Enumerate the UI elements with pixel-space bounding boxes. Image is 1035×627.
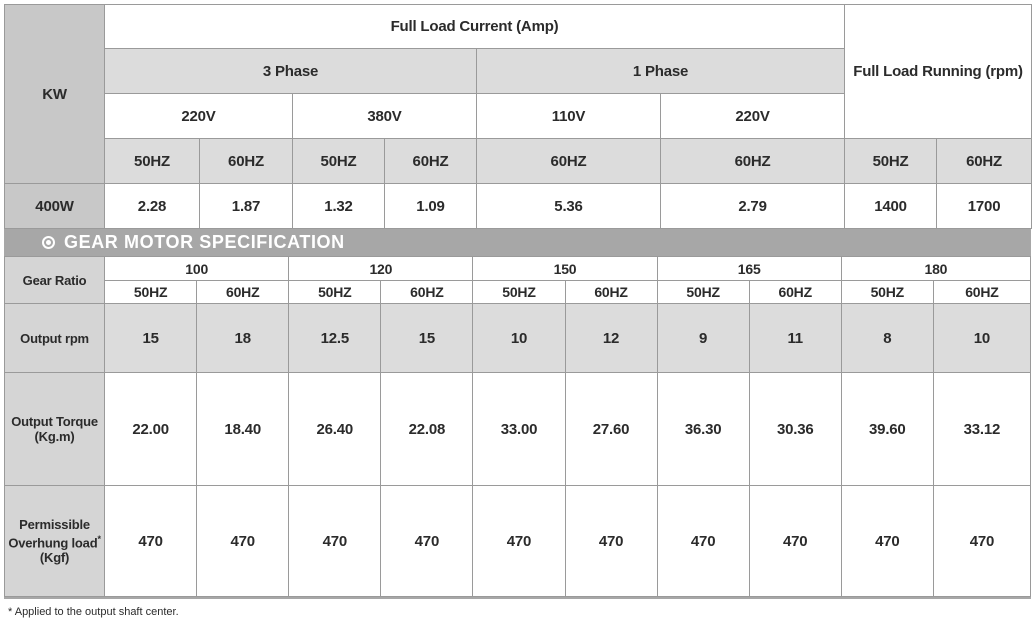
ratio-cell: 100 [105, 257, 289, 281]
freq-cell: 60HZ [385, 139, 477, 184]
ratio-cell: 165 [657, 257, 841, 281]
ratio-cell: 150 [473, 257, 657, 281]
freq-cell: 60HZ [381, 281, 473, 304]
freq-cell: 50HZ [841, 281, 933, 304]
table-row [5, 304, 1031, 373]
ratio-cell: 180 [841, 257, 1030, 281]
overhung-load-label [5, 486, 105, 597]
voltage-380v: 380V [293, 94, 477, 139]
overhung-label-line: Permissible [19, 516, 90, 532]
overhung-cell: 470 [473, 486, 565, 597]
table-row [5, 373, 1031, 486]
table-row [5, 184, 1032, 229]
torque-cell: 18.40 [197, 373, 289, 486]
torque-cell: 39.60 [841, 373, 933, 486]
target-icon [42, 236, 55, 249]
rpm-cell: 10 [933, 304, 1030, 373]
rpm-cell: 10 [473, 304, 565, 373]
rpm-cell: 15 [381, 304, 473, 373]
freq-cell: 60HZ [477, 139, 661, 184]
torque-label-line: Output Torque [11, 414, 98, 429]
value-cell: 1.32 [293, 184, 385, 229]
output-torque-label [5, 373, 105, 486]
overhung-cell: 470 [565, 486, 657, 597]
rpm-cell: 18 [197, 304, 289, 373]
one-phase-header: 1 Phase [477, 49, 845, 94]
value-cell: 2.28 [105, 184, 200, 229]
torque-cell: 36.30 [657, 373, 749, 486]
three-phase-header: 3 Phase [105, 49, 477, 94]
freq-cell: 50HZ [105, 139, 200, 184]
value-cell: 1.87 [200, 184, 293, 229]
freq-cell: 60HZ [565, 281, 657, 304]
voltage-110v: 110V [477, 94, 661, 139]
torque-unit-line: (Kg.m) [34, 429, 75, 444]
freq-cell: 60HZ [197, 281, 289, 304]
value-cell: 2.79 [661, 184, 845, 229]
section-header [4, 229, 1031, 256]
torque-cell: 33.12 [933, 373, 1030, 486]
rpm-cell: 11 [749, 304, 841, 373]
torque-cell: 30.36 [749, 373, 841, 486]
freq-cell: 60HZ [661, 139, 845, 184]
freq-cell: 50HZ [289, 281, 381, 304]
overhung-cell: 470 [657, 486, 749, 597]
section-title: GEAR MOTOR SPECIFICATION [64, 232, 345, 252]
full-load-running-header: Full Load Running (rpm) [845, 5, 1032, 139]
value-cell: 1.09 [385, 184, 477, 229]
freq-cell: 60HZ [937, 139, 1032, 184]
freq-cell: 60HZ [749, 281, 841, 304]
rpm-cell: 15 [105, 304, 197, 373]
voltage-220v-1ph: 220V [661, 94, 845, 139]
kw-value: 400W [5, 184, 105, 229]
overhung-unit-line: (Kgf) [39, 550, 70, 566]
torque-cell: 22.08 [381, 373, 473, 486]
torque-cell: 26.40 [289, 373, 381, 486]
overhung-cell: 470 [933, 486, 1030, 597]
freq-cell: 50HZ [293, 139, 385, 184]
rpm-cell: 12.5 [289, 304, 381, 373]
footnote: * Applied to the output shaft center. [8, 606, 179, 618]
voltage-220v-3ph: 220V [105, 94, 293, 139]
overhung-cell: 470 [749, 486, 841, 597]
freq-cell: 60HZ [933, 281, 1030, 304]
overhung-cell: 470 [841, 486, 933, 597]
rpm-cell: 8 [841, 304, 933, 373]
overhung-cell: 470 [289, 486, 381, 597]
ratio-cell: 120 [289, 257, 473, 281]
freq-cell: 50HZ [657, 281, 749, 304]
value-cell: 1700 [937, 184, 1032, 229]
gear-ratio-label: Gear Ratio [5, 257, 105, 304]
output-rpm-label: Output rpm [5, 304, 105, 373]
torque-cell: 22.00 [105, 373, 197, 486]
overhung-cell: 470 [381, 486, 473, 597]
torque-cell: 27.60 [565, 373, 657, 486]
overhung-cell: 470 [197, 486, 289, 597]
torque-cell: 33.00 [473, 373, 565, 486]
overhung-label-line [5, 532, 104, 550]
footnote-mark: * [97, 533, 101, 544]
freq-cell: 50HZ [473, 281, 565, 304]
value-cell: 5.36 [477, 184, 661, 229]
freq-cell: 50HZ [105, 281, 197, 304]
full-load-current-header: Full Load Current (Amp) [105, 5, 845, 49]
kw-header: KW [5, 5, 105, 184]
overhung-cell: 470 [105, 486, 197, 597]
table-row [5, 486, 1031, 597]
gear-spec-table [4, 256, 1031, 597]
rpm-cell: 9 [657, 304, 749, 373]
freq-cell: 60HZ [200, 139, 293, 184]
freq-cell: 50HZ [845, 139, 937, 184]
rpm-cell: 12 [565, 304, 657, 373]
motor-spec-table [4, 4, 1032, 229]
value-cell: 1400 [845, 184, 937, 229]
overhung-label-text: Overhung load [8, 535, 98, 551]
